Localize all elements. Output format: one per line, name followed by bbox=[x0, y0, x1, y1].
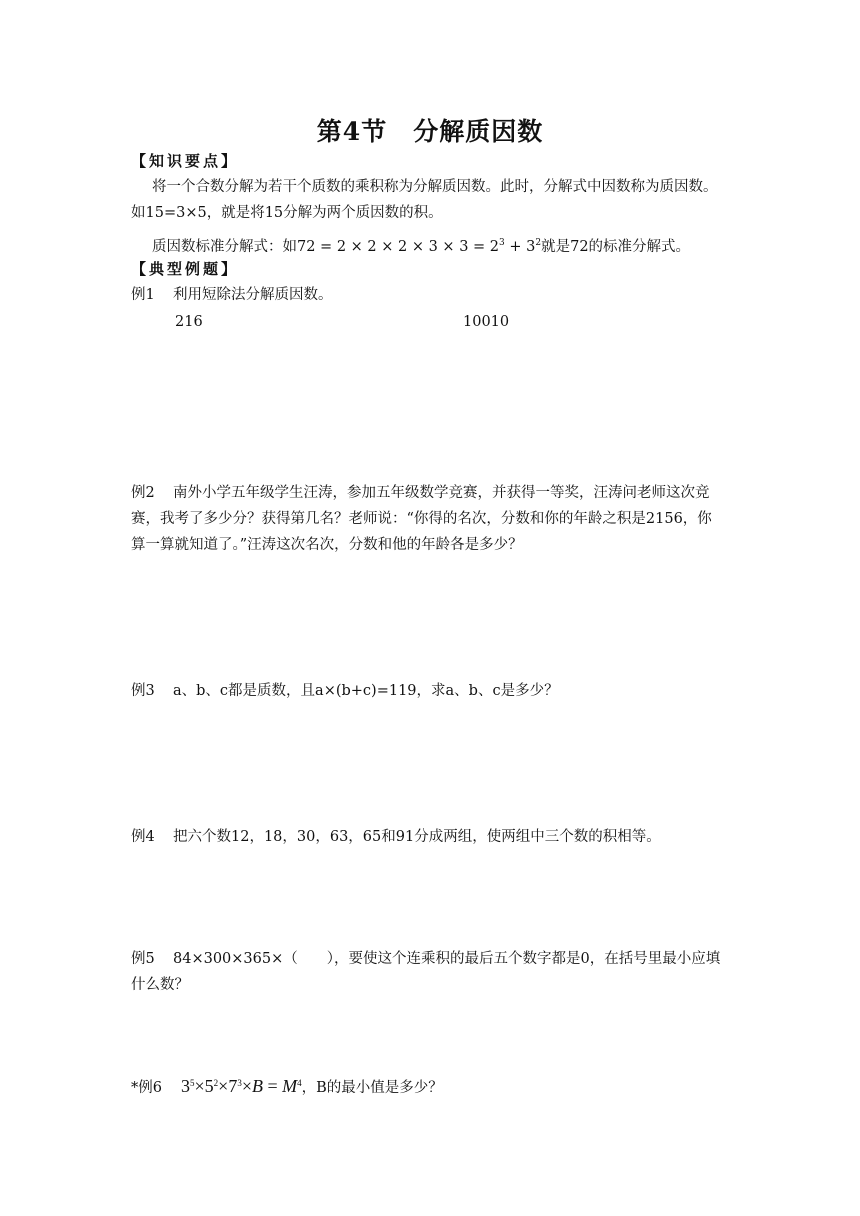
formula-base-7: 7 bbox=[228, 1076, 238, 1096]
standard-form-base-2: 3 bbox=[526, 239, 536, 255]
standard-form-suffix: 就是72的标准分解式。 bbox=[541, 239, 691, 255]
example-2-line-3: 算一算就知道了。”汪涛这次名次，分数和他的年龄各是多少？ bbox=[131, 537, 523, 553]
knowledge-header: 【知识要点】 bbox=[131, 152, 240, 170]
standard-form-plus: + bbox=[504, 239, 527, 255]
example-2-label: 例2 bbox=[131, 485, 155, 501]
example-6 bbox=[131, 1070, 443, 1101]
formula-exp-4: 4 bbox=[297, 1078, 302, 1088]
knowledge-paragraph-1-line-1: 将一个合数分解为若干个质数的乘积称为分解质因数。此时，分解式中因数称为质因数。 bbox=[152, 179, 718, 195]
example-6-formula bbox=[181, 1076, 302, 1096]
knowledge-paragraph-2 bbox=[152, 230, 690, 260]
knowledge-paragraph-1-line-2: 如15=3×5，就是将15分解为两个质因数的积。 bbox=[131, 205, 443, 221]
formula-base-3: 3 bbox=[181, 1076, 190, 1096]
example-5-line-2: 什么数？ bbox=[131, 977, 189, 993]
standard-form-prefix: 质因数标准分解式：如 bbox=[152, 239, 297, 255]
formula-equals: = bbox=[262, 1076, 283, 1096]
standard-form-base-1: 2 bbox=[489, 239, 500, 255]
example-6-text: ，B的最小值是多少？ bbox=[301, 1080, 443, 1096]
example-2-text-1: 南外小学五年级学生汪涛，参加五年级数学竞赛，并获得一等奖，汪涛问老师这次竞 bbox=[173, 485, 710, 501]
formula-var-b: B bbox=[251, 1076, 263, 1096]
formula-times-2: × bbox=[218, 1076, 229, 1096]
example-1-label: 例1 bbox=[131, 287, 155, 303]
examples-header: 【典型例题】 bbox=[131, 260, 240, 278]
example-2-line-1 bbox=[131, 480, 710, 506]
standard-form-formula: 72 = 2 × 2 × 2 × 3 × 3 = bbox=[297, 239, 490, 255]
formula-exp-5: 5 bbox=[190, 1078, 195, 1088]
example-6-label: *例6 bbox=[131, 1080, 162, 1096]
formula-exp-2: 2 bbox=[213, 1078, 219, 1088]
page-title: 第4节 分解质因数 bbox=[316, 117, 544, 146]
example-1-text: 利用短除法分解质因数。 bbox=[173, 287, 333, 303]
example-2-line-2: 赛，我考了多少分？获得第几名？老师说：“你得的名次，分数和你的年龄之积是2156，你 bbox=[131, 511, 712, 527]
example-5-line-1 bbox=[131, 946, 720, 972]
example-3-label: 例3 bbox=[131, 683, 155, 699]
formula-times-3: × bbox=[241, 1076, 252, 1096]
example-1-number-a: 216 bbox=[175, 314, 203, 330]
standard-form-exponent-1: 3 bbox=[499, 238, 505, 248]
example-5-text-1: 84×300×365×（ ），要使这个连乘积的最后五个数字都是0，在括号里最小应填 bbox=[173, 951, 721, 967]
example-5-label: 例5 bbox=[131, 951, 155, 967]
formula-exp-3: 3 bbox=[237, 1078, 242, 1088]
formula-base-5: 5 bbox=[204, 1076, 214, 1096]
example-4-text: 把六个数12，18，30，63，65和91分成两组，使两组中三个数的积相等。 bbox=[173, 829, 661, 845]
example-1-number-b: 10010 bbox=[463, 314, 510, 330]
example-4 bbox=[131, 824, 661, 850]
example-3-text: a、b、c都是质数，且a×(b+c)=119，求a、b、c是多少？ bbox=[173, 683, 559, 699]
formula-var-m: M bbox=[282, 1076, 298, 1096]
formula-times-1: × bbox=[194, 1076, 205, 1096]
example-4-label: 例4 bbox=[131, 829, 155, 845]
standard-form-exponent-2: 2 bbox=[535, 238, 542, 248]
example-1 bbox=[131, 282, 333, 308]
example-3 bbox=[131, 678, 559, 704]
